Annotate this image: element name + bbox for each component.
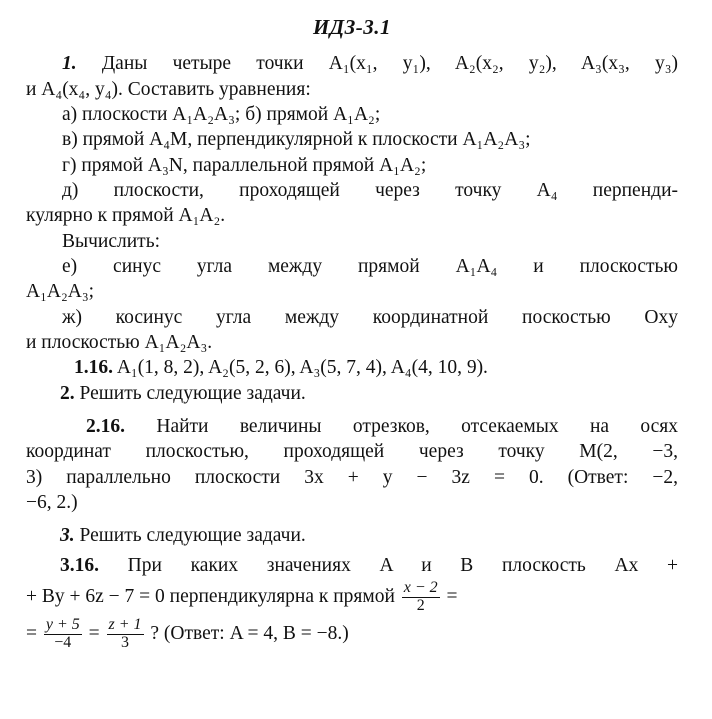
task-2-16-line-1 bbox=[26, 414, 678, 439]
document-title: ИДЗ-3.1 bbox=[312, 15, 392, 39]
fraction-z-denominator: 3 bbox=[121, 634, 129, 652]
problem-1-compute-zh: ж) косинус угла между координатной поскостью Oxy bbox=[62, 306, 678, 328]
problem-1-number: 1. bbox=[62, 53, 77, 75]
problem-1-intro-line-2: и A₄(x₄, y₄). Составить уравнения: bbox=[26, 78, 311, 100]
problem-1-item-d: д) плоскости, проходящей через точку A₄ перпенди- bbox=[62, 180, 678, 202]
problem-2-heading bbox=[26, 381, 678, 406]
task-3-16-line-2 bbox=[26, 578, 678, 615]
task-3-16-number: 3.16. bbox=[60, 554, 99, 576]
problem-3-heading-text: Решить следующие задачи. bbox=[79, 525, 306, 547]
problem-3-heading bbox=[26, 523, 678, 548]
problem-1-compute-zh-cont: и плоскостью A₁A₂A₃. bbox=[26, 332, 213, 354]
task-3-16-line-3 bbox=[26, 615, 678, 652]
problem-1-intro-text-1: Даны четыре точки A₁(x₁, y₁), A₂(x₂, y₂), A₃(x₃, y₃) bbox=[101, 53, 679, 75]
task-2-16-number: 2.16. bbox=[86, 416, 125, 438]
fraction-z-numerator: z + 1 bbox=[108, 616, 142, 634]
problem-1-compute-e: е) синус угла между прямой A₁A₄ и плоскостью bbox=[62, 256, 678, 278]
problem-3-number: 3. bbox=[60, 525, 75, 547]
problem-1 bbox=[26, 51, 678, 380]
task-2-16 bbox=[26, 414, 678, 515]
fraction-y-denominator: −4 bbox=[54, 634, 72, 652]
problem-1-variant bbox=[26, 355, 678, 380]
task-2-16-text-1: Найти величины отрезков, отсекаемых на осях bbox=[156, 416, 679, 438]
problem-1-item-g: г) прямой A₃N, параллельной прямой A₁A₂; bbox=[62, 154, 427, 176]
fraction-x-numerator: x − 2 bbox=[403, 579, 438, 597]
variant-points: A₁(1, 8, 2), A₂(5, 2, 6), A₃(5, 7, 4), A₄(4, 10, 9). bbox=[116, 357, 488, 379]
equals-sign-2: = bbox=[88, 623, 100, 645]
fraction-z bbox=[107, 617, 144, 652]
task-2-16-line-2: координат плоскостью, проходящей через точку M(2, −3, bbox=[26, 441, 678, 463]
task-3-16 bbox=[26, 553, 678, 652]
task-2-16-line-4: −6, 2.) bbox=[26, 492, 78, 514]
fraction-x-denominator: 2 bbox=[416, 597, 425, 615]
variant-number: 1.16. bbox=[74, 357, 113, 379]
problem-1-compute-label: Вычислить: bbox=[62, 230, 161, 252]
problem-2-number: 2. bbox=[60, 382, 75, 404]
task-2-16-line-3: 3) параллельно плоскости 3x + y − 3z = 0. (Ответ: −2, bbox=[26, 466, 678, 488]
problem-1-intro-line-1 bbox=[26, 51, 678, 76]
task-3-16-text-2: + By + 6z − 7 = 0 перпендикулярна к прямой bbox=[26, 586, 395, 608]
problem-1-item-a: а) плоскости A₁A₂A₃; б) прямой A₁A₂; bbox=[62, 103, 381, 125]
problem-2-heading-text: Решить следующие задачи. bbox=[79, 382, 306, 404]
fraction-y bbox=[44, 617, 82, 652]
equals-prefix: = bbox=[26, 623, 37, 645]
task-3-16-text-1: При каких значениях A и B плоскость Ax + bbox=[127, 554, 678, 576]
task-3-16-answer: ? (Ответ: A = 4, B = −8.) bbox=[150, 623, 349, 645]
problem-1-item-v: в) прямой A₄M, перпендикулярной к плоскости A₁A₂A₃; bbox=[62, 129, 531, 151]
problem-1-compute-e-cont: A₁A₂A₃; bbox=[26, 281, 95, 303]
fraction-y-numerator: y + 5 bbox=[45, 616, 80, 634]
equals-sign: = bbox=[446, 586, 458, 608]
fraction-x bbox=[402, 580, 440, 615]
problem-1-item-d-cont: кулярно к прямой A₁A₂. bbox=[26, 205, 226, 227]
task-3-16-line-1 bbox=[26, 553, 678, 578]
